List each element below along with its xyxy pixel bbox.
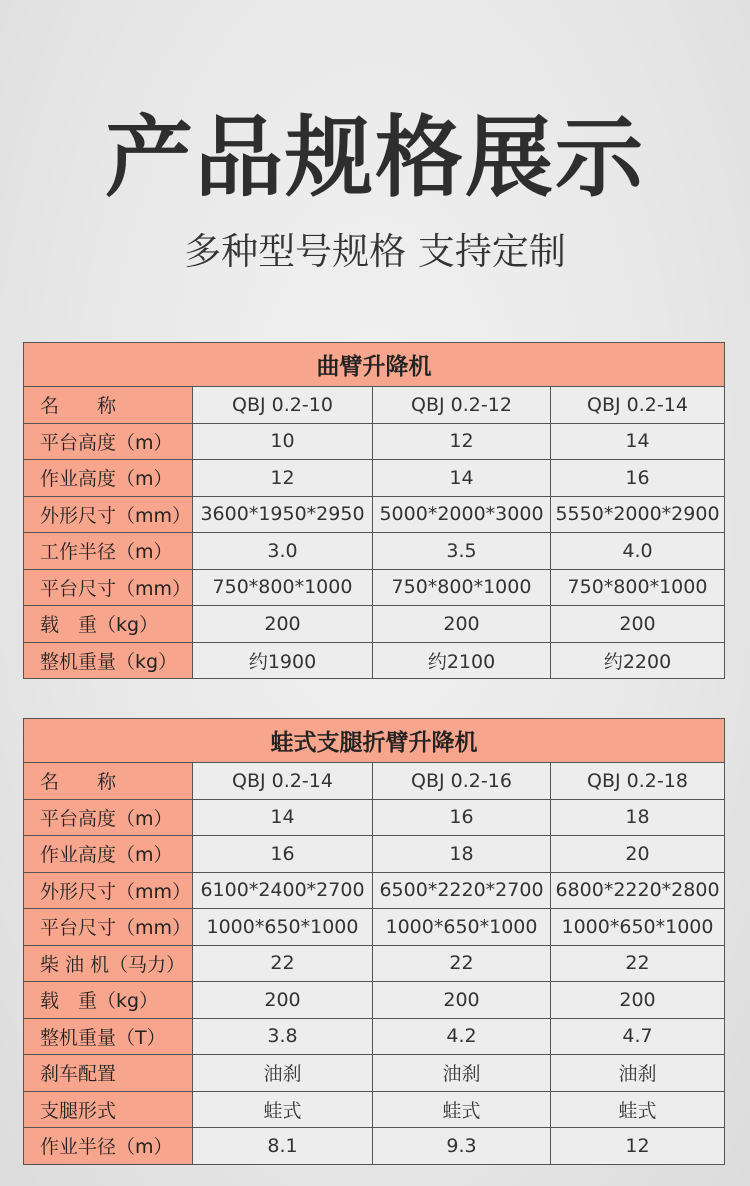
spec-table-frog-leg-lift [23, 718, 725, 1165]
table-row [24, 1128, 725, 1165]
row-label: 载 重（kg） [24, 606, 193, 643]
table-cell: 200 [373, 606, 551, 643]
table-cell: QBJ 0.2-10 [193, 387, 373, 424]
table-row [24, 982, 725, 1019]
row-label: 刹车配置 [24, 1055, 193, 1092]
table-cell: 6500*2220*2700 [373, 872, 551, 909]
table-row [24, 642, 725, 679]
table-cell: 18 [551, 799, 725, 836]
row-label: 作业半径（m） [24, 1128, 193, 1165]
table-cell: 200 [373, 982, 551, 1019]
table-cell: 5550*2000*2900 [551, 496, 725, 533]
row-label: 名 称 [24, 387, 193, 424]
table-cell: 200 [551, 606, 725, 643]
page-subtitle: 多种型号规格 支持定制 [184, 230, 566, 273]
table-row [24, 569, 725, 606]
row-label: 整机重量（T） [24, 1018, 193, 1055]
table-cell: 4.7 [551, 1018, 725, 1055]
table-cell: 750*800*1000 [193, 569, 373, 606]
table-cell: 1000*650*1000 [373, 909, 551, 946]
table-cell: 1000*650*1000 [193, 909, 373, 946]
row-label: 外形尺寸（mm） [24, 872, 193, 909]
table-cell: 16 [193, 836, 373, 873]
row-label: 整机重量（kg） [24, 642, 193, 679]
row-label: 平台高度（m） [24, 799, 193, 836]
table-cell: 约1900 [193, 642, 373, 679]
table-cell: 22 [551, 945, 725, 982]
row-label: 工作半径（m） [24, 533, 193, 570]
table-row [24, 909, 725, 946]
row-label: 作业高度（m） [24, 460, 193, 497]
table-cell: 12 [193, 460, 373, 497]
table-cell: 6800*2220*2800 [551, 872, 725, 909]
table-row [24, 945, 725, 982]
table-row [24, 387, 725, 424]
table-cell: 约2100 [373, 642, 551, 679]
table-row [24, 836, 725, 873]
table-cell: 10 [193, 423, 373, 460]
row-label: 外形尺寸（mm） [24, 496, 193, 533]
table-cell: 1000*650*1000 [551, 909, 725, 946]
table-cell: QBJ 0.2-12 [373, 387, 551, 424]
table-cell: 16 [373, 799, 551, 836]
table-cell: 3.8 [193, 1018, 373, 1055]
table-cell: QBJ 0.2-14 [551, 387, 725, 424]
table-row [24, 799, 725, 836]
table-cell: 16 [551, 460, 725, 497]
row-label: 柴 油 机（马力） [24, 945, 193, 982]
table-cell: 油刹 [193, 1055, 373, 1092]
table-row [24, 533, 725, 570]
table-cell: 14 [193, 799, 373, 836]
row-label: 支腿形式 [24, 1091, 193, 1128]
table-cell: 200 [193, 606, 373, 643]
table-cell: 4.2 [373, 1018, 551, 1055]
row-label: 载 重（kg） [24, 982, 193, 1019]
table-cell: 14 [551, 423, 725, 460]
table-title: 蛙式支腿折臂升降机 [24, 719, 725, 763]
table-cell: 3.0 [193, 533, 373, 570]
table-cell: 200 [193, 982, 373, 1019]
table-cell: 12 [373, 423, 551, 460]
table-cell: 约2200 [551, 642, 725, 679]
table-cell: 9.3 [373, 1128, 551, 1165]
table-cell: QBJ 0.2-16 [373, 763, 551, 800]
table-cell: 6100*2400*2700 [193, 872, 373, 909]
table-row [24, 872, 725, 909]
table-cell: QBJ 0.2-14 [193, 763, 373, 800]
table-cell: 5000*2000*3000 [373, 496, 551, 533]
table-row [24, 606, 725, 643]
table-cell: 18 [373, 836, 551, 873]
table-cell: 12 [551, 1128, 725, 1165]
table-row [24, 496, 725, 533]
table-cell: 蛙式 [373, 1091, 551, 1128]
table-cell: 4.0 [551, 533, 725, 570]
table-cell: 油刹 [551, 1055, 725, 1092]
table-cell: 14 [373, 460, 551, 497]
table-cell: QBJ 0.2-18 [551, 763, 725, 800]
table-cell: 200 [551, 982, 725, 1019]
table-cell: 蛙式 [193, 1091, 373, 1128]
table-cell: 750*800*1000 [551, 569, 725, 606]
table-row [24, 1018, 725, 1055]
table-title: 曲臂升降机 [24, 343, 725, 387]
table-cell: 3600*1950*2950 [193, 496, 373, 533]
table-row [24, 1055, 725, 1092]
row-label: 名 称 [24, 763, 193, 800]
table-row [24, 1091, 725, 1128]
table-cell: 蛙式 [551, 1091, 725, 1128]
table-cell: 750*800*1000 [373, 569, 551, 606]
row-label: 平台尺寸（mm） [24, 569, 193, 606]
row-label: 平台高度（m） [24, 423, 193, 460]
table-cell: 油刹 [373, 1055, 551, 1092]
table-row [24, 423, 725, 460]
page-title: 产品规格展示 [104, 106, 645, 209]
table-row [24, 763, 725, 800]
table-row [24, 460, 725, 497]
table-cell: 22 [193, 945, 373, 982]
table-header-row [24, 343, 725, 387]
table-header-row [24, 719, 725, 763]
spec-table-boom-lift [23, 342, 725, 679]
table-cell: 3.5 [373, 533, 551, 570]
row-label: 平台尺寸（mm） [24, 909, 193, 946]
row-label: 作业高度（m） [24, 836, 193, 873]
table-cell: 20 [551, 836, 725, 873]
table-cell: 8.1 [193, 1128, 373, 1165]
table-cell: 22 [373, 945, 551, 982]
